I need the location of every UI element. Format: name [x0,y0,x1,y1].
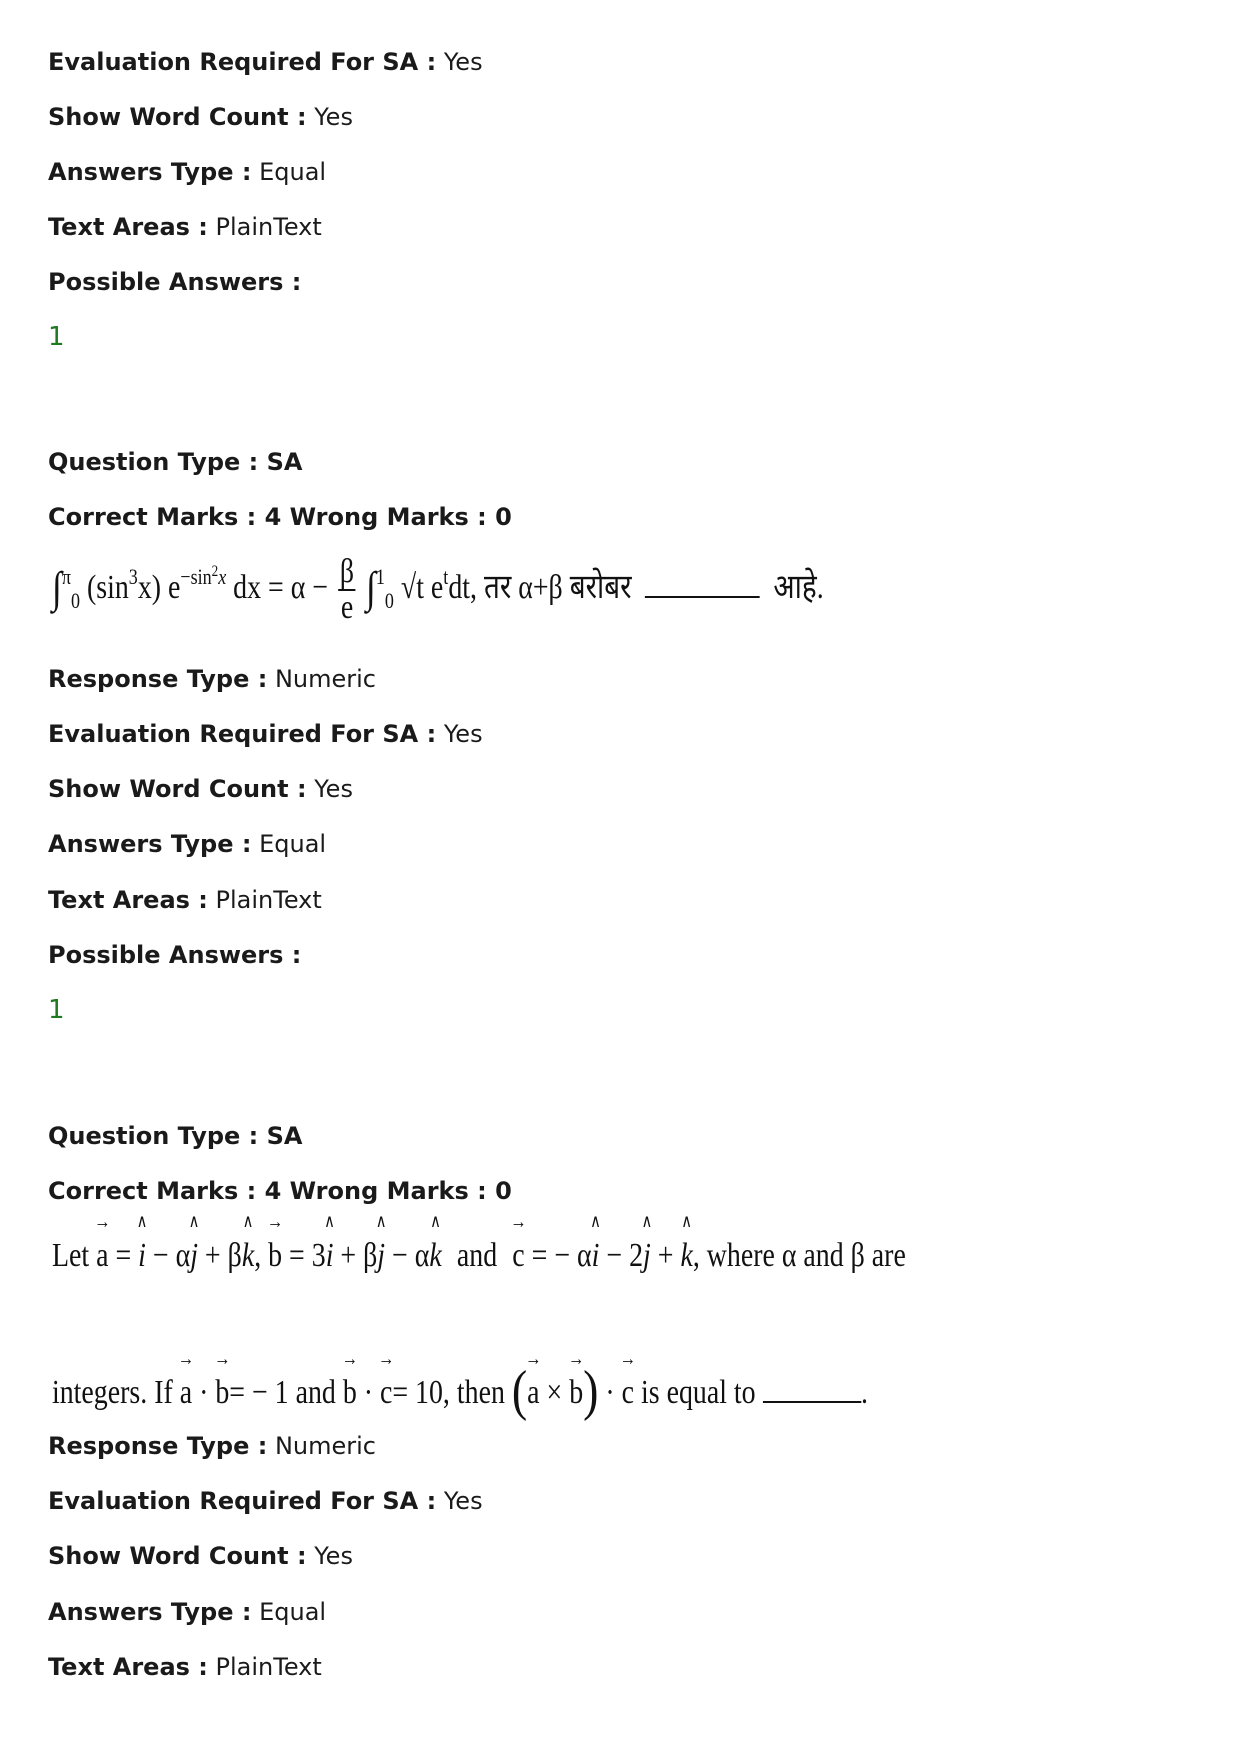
numerator: β [339,553,355,590]
math-text: · [605,1374,615,1411]
exponent: −sin [180,563,212,589]
upper-limit: 1 [375,563,385,589]
field-label: Show Word Count : [48,775,307,803]
math-text: − 2 [606,1237,644,1274]
word-count-row [48,1540,353,1572]
field-value: PlainText [215,886,322,914]
math-text: ) [583,1360,599,1422]
field-value: Numeric [274,665,376,693]
unit-j: ∧ j [377,1237,385,1275]
word-count-row [48,101,353,133]
exponent: x [218,563,227,589]
vector-b: → b [569,1374,583,1412]
question-type: Question Type : SA [48,1122,303,1150]
field-value: Yes [443,48,483,76]
marks: Correct Marks : 4 Wrong Marks : 0 [48,1177,512,1205]
math-text: + [657,1237,674,1274]
question-text-line-1 [52,1237,906,1275]
question-type: Question Type : SA [48,448,303,476]
math-text: = 3 [289,1237,326,1274]
math-text: − α [392,1237,430,1274]
math-text: . [860,1374,868,1411]
integral-sign: ∫ [52,562,62,612]
text-areas-row [48,211,322,243]
math-text: √t e [400,568,444,606]
math-text: , where α and β are [692,1237,906,1274]
vector-b: → b [343,1374,357,1412]
unit-j: ∧ j [643,1237,651,1275]
vector-c: → c [622,1374,634,1412]
math-text: = − α [531,1237,592,1274]
field-value: Equal [259,158,327,186]
field-label: Show Word Count : [48,1542,307,1570]
answers-type-row [48,1596,326,1628]
marks-row [48,501,512,533]
field-value: Equal [259,830,327,858]
field-label: Answers Type : [48,1598,252,1626]
math-text: (sin [86,568,129,606]
unit-i: ∧ i [326,1237,334,1275]
word-count-row [48,773,353,805]
field-label: Response Type : [48,1432,268,1460]
exponent: 2 [211,562,219,580]
eval-required-row [48,46,483,78]
field-value: Numeric [274,1432,376,1460]
unit-k: ∧ k [680,1237,692,1275]
field-value: Yes [443,1487,483,1515]
unit-i: ∧ i [138,1237,146,1275]
field-value: PlainText [215,213,322,241]
lower-limit: 0 [71,587,81,613]
field-label: Evaluation Required For SA : [48,1487,437,1515]
math-text: Let [52,1237,90,1274]
possible-answers-row [48,939,301,971]
math-text: = [115,1237,132,1274]
question-type-row [48,446,302,478]
vector-c: → c [512,1237,524,1275]
vector-b: → b [268,1237,282,1275]
field-label: Evaluation Required For SA : [48,720,437,748]
exponent: t [443,563,449,589]
field-label: Answers Type : [48,830,252,858]
math-text: dt, तर α+β बरोबर [448,568,632,606]
field-label: Text Areas : [48,886,208,914]
math-text: dx = α − [233,568,329,606]
vector-a: → a [180,1374,192,1412]
field-label: Text Areas : [48,1653,208,1681]
math-text: आहे. [773,568,824,606]
math-text: integers. If [52,1374,173,1411]
integral-sign: ∫ [366,562,376,612]
field-value: Yes [443,720,483,748]
denominator: e [340,589,354,626]
exponent: 3 [128,563,138,589]
upper-limit: π [61,563,72,589]
lower-limit: 0 [384,587,394,613]
field-value: Yes [314,1542,353,1570]
math-text: and [456,1237,498,1274]
math-text: + β [340,1237,378,1274]
vector-c: → c [380,1374,392,1412]
field-label: Response Type : [48,665,268,693]
field-label: Show Word Count : [48,103,307,131]
answer-blank [645,572,760,598]
unit-k: ∧ k [242,1237,254,1275]
math-text: · [363,1374,374,1411]
response-type-row [48,663,376,695]
field-label: Possible Answers : [48,941,302,969]
question-type-row [48,1120,302,1152]
unit-i: ∧ i [592,1237,600,1275]
unit-k: ∧ k [429,1237,441,1275]
vector-a: → a [96,1237,108,1275]
vector-a: → a [527,1374,539,1412]
text-areas-row [48,1651,322,1683]
text-areas-row [48,884,322,916]
marks: Correct Marks : 4 Wrong Marks : 0 [48,503,512,531]
fraction [338,555,355,625]
math-text: = 10, then [392,1374,505,1411]
eval-required-row [48,718,483,750]
math-text: x) e [137,568,181,606]
field-value: PlainText [215,1653,322,1681]
math-text: × [546,1374,563,1411]
math-text: − α [152,1237,191,1274]
field-label: Evaluation Required For SA : [48,48,437,76]
answers-type-row [48,156,326,188]
field-value: Yes [314,103,353,131]
field-value: Equal [259,1598,327,1626]
field-label: Answers Type : [48,158,252,186]
math-text: , [254,1237,262,1274]
marks-row [48,1175,512,1207]
math-text: is equal to [641,1374,756,1411]
unit-j: ∧ j [190,1237,198,1275]
field-value: Yes [314,775,353,803]
eval-required-row [48,1485,483,1517]
response-type-row [48,1430,376,1462]
answer-blank [763,1377,861,1403]
possible-answer: 1 [48,322,65,352]
possible-answer: 1 [48,995,65,1025]
field-label: Possible Answers : [48,268,302,296]
answers-type-row [48,828,326,860]
question-text-integral [52,555,824,625]
question-text-line-2 [52,1353,868,1422]
math-text: = − 1 and [229,1374,336,1411]
possible-answers-row [48,266,301,298]
vector-b: → b [215,1374,229,1412]
field-label: Text Areas : [48,213,208,241]
math-text: + β [204,1237,242,1274]
math-text: ( [511,1360,528,1422]
math-text: · [199,1374,209,1411]
